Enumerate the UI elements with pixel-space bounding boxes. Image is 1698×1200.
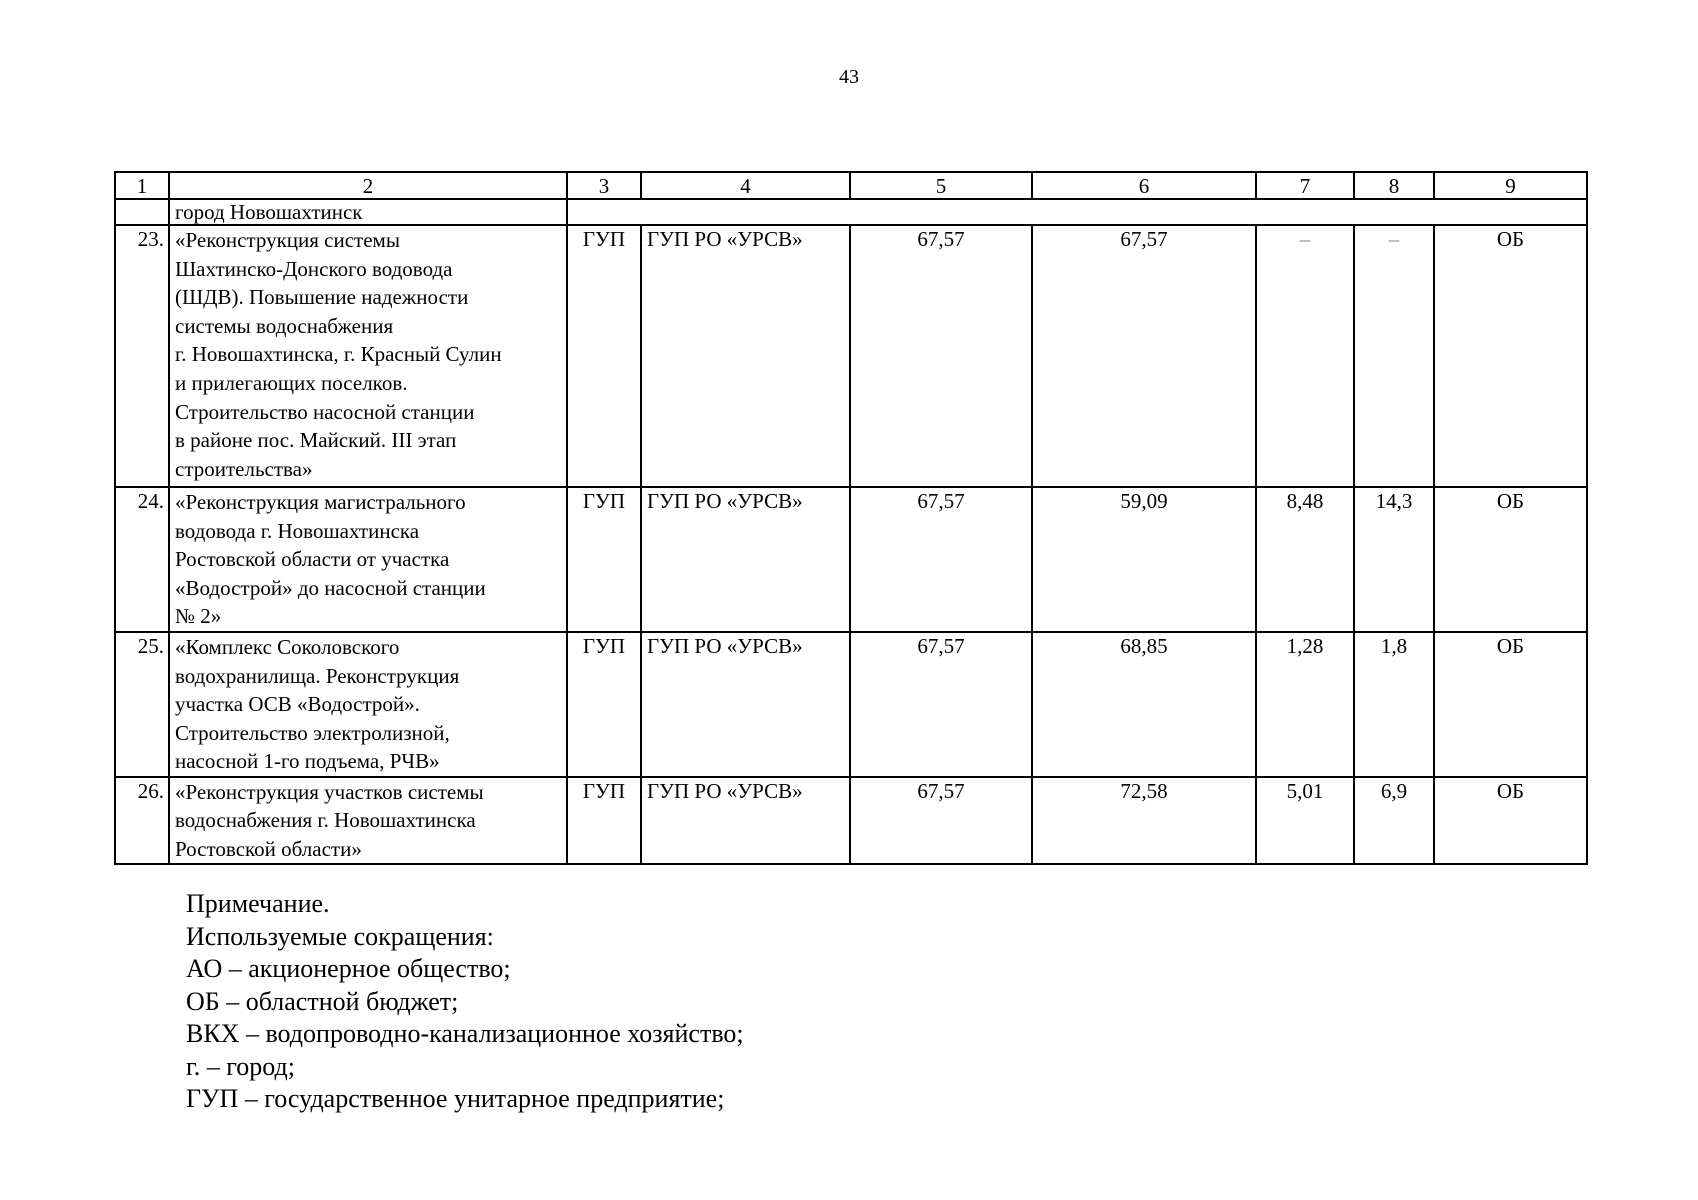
row-organization: ГУП РО «УРСВ»: [641, 632, 850, 777]
row-col8-value: 6,9: [1354, 777, 1434, 865]
header-cell-9: 9: [1434, 172, 1587, 199]
row-description: «Реконструкция системы Шахтинско-Донского водовода (ШДВ). Повышение надежности системы водоснабжения г. Новошахтинска, г. Красный Сулин и прилегающих поселков. Строительство насосной станции в районе пос. Майский. III этап строительства»: [169, 225, 567, 487]
row-number: 23.: [115, 225, 169, 487]
header-cell-3: 3: [567, 172, 641, 199]
row-organization: ГУП РО «УРСВ»: [641, 777, 850, 865]
row-col5-value: 67,57: [850, 487, 1032, 632]
row-col5-value: 67,57: [850, 225, 1032, 487]
row-col7-value: 1,28: [1256, 632, 1354, 777]
row-org-type: ГУП: [567, 487, 641, 632]
projects-table: [114, 171, 1588, 865]
row-description: «Реконструкция участков системы водоснабжения г. Новошахтинска Ростовской области»: [169, 777, 567, 865]
row-org-type: ГУП: [567, 225, 641, 487]
header-cell-1: 1: [115, 172, 169, 199]
header-cell-8: 8: [1354, 172, 1434, 199]
abbreviation-item: ВКХ – водопроводно-канализационное хозяйство;: [186, 1019, 744, 1048]
row-number: 25.: [115, 632, 169, 777]
row-funding-source: ОБ: [1434, 777, 1587, 865]
page-number: 43: [839, 66, 859, 88]
row-col7-value: –: [1256, 225, 1354, 487]
row-col7-value: 8,48: [1256, 487, 1354, 632]
row-funding-source: ОБ: [1434, 225, 1587, 487]
table-row: [115, 225, 1587, 487]
header-cell-4: 4: [641, 172, 850, 199]
note-title: Примечание.: [186, 889, 330, 918]
row-organization: ГУП РО «УРСВ»: [641, 487, 850, 632]
row-description: «Комплекс Соколовского водохранилища. Реконструкция участка ОСВ «Водострой». Строительство электролизной, насосной 1-го подъема, РЧВ»: [169, 632, 567, 777]
header-cell-7: 7: [1256, 172, 1354, 199]
row-col6-value: 67,57: [1032, 225, 1256, 487]
note-subtitle: Используемые сокращения:: [186, 921, 494, 951]
table-row: [115, 632, 1587, 777]
row-col7-value: 5,01: [1256, 777, 1354, 865]
row-col5-value: 67,57: [850, 632, 1032, 777]
abbreviations-note: [186, 888, 744, 1116]
table-row: [115, 777, 1587, 865]
row-col8-value: –: [1354, 225, 1434, 487]
row-org-type: ГУП: [567, 777, 641, 865]
row-col6-value: 72,58: [1032, 777, 1256, 865]
row-organization: ГУП РО «УРСВ»: [641, 225, 850, 487]
row-description: «Реконструкция магистрального водовода г. Новошахтинска Ростовской области от участка «Водострой» до насосной станции № 2»: [169, 487, 567, 632]
row-col8-value: 14,3: [1354, 487, 1434, 632]
table-header-row: [115, 172, 1587, 199]
header-cell-6: 6: [1032, 172, 1256, 199]
row-number: 26.: [115, 777, 169, 865]
row-col5-value: 67,57: [850, 777, 1032, 865]
section-title: город Новошахтинск: [169, 199, 567, 225]
row-org-type: ГУП: [567, 632, 641, 777]
row-col8-value: 1,8: [1354, 632, 1434, 777]
row-funding-source: ОБ: [1434, 632, 1587, 777]
row-funding-source: ОБ: [1434, 487, 1587, 632]
header-cell-2: 2: [169, 172, 567, 199]
row-col6-value: 68,85: [1032, 632, 1256, 777]
table-row: [115, 487, 1587, 632]
header-cell-5: 5: [850, 172, 1032, 199]
section-row: [115, 199, 1587, 225]
abbreviation-item: ГУП – государственное унитарное предприятие;: [186, 1084, 725, 1113]
abbreviation-item: АО – акционерное общество;: [186, 954, 511, 983]
abbreviation-item: ОБ – областной бюджет;: [186, 986, 459, 1016]
row-col6-value: 59,09: [1032, 487, 1256, 632]
row-number: 24.: [115, 487, 169, 632]
abbreviation-item: г. – город;: [186, 1051, 295, 1081]
